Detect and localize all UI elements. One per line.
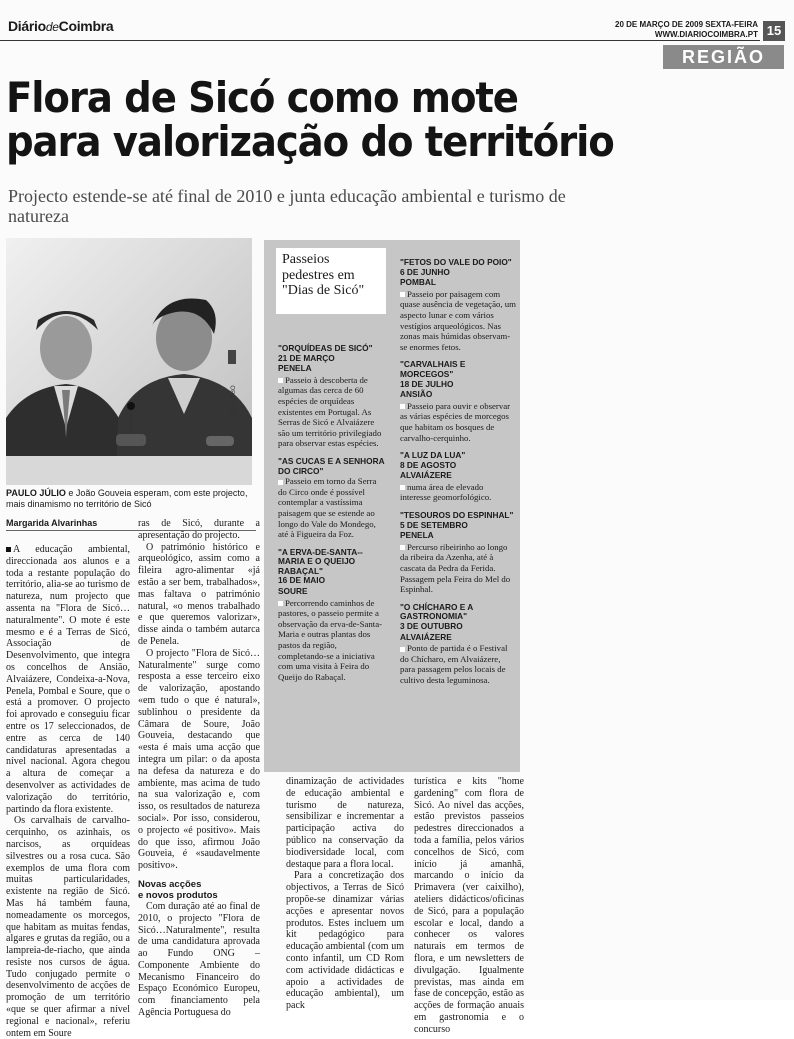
walk-place: POMBAL <box>400 277 436 288</box>
bullet-square-icon <box>400 404 405 409</box>
sidebar-title: Passeios pedestres em "Dias de Sicó" <box>276 248 386 314</box>
header-rule <box>0 40 760 41</box>
walk-title: "A ERVA-DE-SANTA--MARIA E O QUEIJO RABAÇAL" <box>278 546 363 576</box>
paragraph-marker-icon <box>6 547 11 552</box>
walk-description: Percurso ribeirinho ao longo da ribeira da Azenha, até à cascata da Pedra da Ferida. Passagem pela Feira do Mel do Espinhal. <box>400 541 511 595</box>
walk-date: 3 DE OUTUBRO <box>400 621 463 631</box>
walk-description: Passeio à descoberta de algumas das cerca de 60 espécies de orquídeas existentes em Portugal. As Serras de Sicó e Alvaiázere são um território privilegiado para observar estas espécies. <box>278 374 382 449</box>
walk-place: PENELA <box>278 363 312 374</box>
walk-place: PENELA <box>400 530 434 541</box>
section-label: REGIÃO <box>663 45 784 69</box>
walk-event <box>400 258 516 352</box>
walk-description: Passeio em torno da Serra do Circo onde é possível contemplar a vastíssima paisagem que se estende ao longo do Vale do Mondego, até à Figueira da Foz. <box>278 476 377 540</box>
masthead: DiáriodeCoimbra <box>8 18 114 34</box>
walk-date: 6 DE JUNHO <box>400 266 450 277</box>
bullet-square-icon <box>400 292 405 297</box>
article-column-4 <box>414 776 524 1036</box>
bullet-square-icon <box>400 485 405 490</box>
walk-date: 5 DE SETEMBRO <box>400 519 468 530</box>
walk-title: "AS CUCAS E A SENHORA DO CIRCO" <box>278 455 385 476</box>
article-column-3 <box>286 776 404 1012</box>
subheadline: Projecto estende-se até final de 2010 e junta educação ambiental e turismo de natureza <box>8 186 566 226</box>
walk-date: 21 DE MARÇO <box>278 352 335 363</box>
photo-illustration <box>6 238 252 485</box>
paragraph: Para a concretização dos objectivos, a Terras de Sicó propõe-se dinamizar várias acções e apresentar novos produtos. Estes incluem um kit pedagógico para educação ambiental (com um conto infantil, um CD Rom com actividade didácticas e apoio a actividades de educação ambiental), um pack <box>286 870 404 1012</box>
byline: Margarida Alvarinhas <box>6 518 98 528</box>
paragraph: O projecto "Flora de Sicó…Naturalmente" surge como resposta a esse terceiro eixo de valorização, apostando «em tudo o que é natural», sublinhou o presidente da Câmara de Soure, João Gouveia, destacando que «esta é mais uma acção que integra um pilar: o da aposta na defesa da natureza e do ambiente, mas acima de tudo na sua valorização e, com isso, os resultados de natureza social». Por isso, considerou, o projecto «é positivo». Mais do que isso, afirmou João Gouveia, é «saudavelmente positivo». <box>138 647 260 872</box>
bullet-square-icon <box>400 647 405 652</box>
intertitle: Novas acções e novos produtos <box>138 878 218 901</box>
walk-description: Percorrendo caminhos de pastores, o passeio permite a observação da erva-de-Santa-Maria e outras plantas dos pastos da região, completando-se a iniciativa com uma visita à Feira do Queijo do Rabaçal. <box>278 597 383 682</box>
paragraph: ras de Sicó, durante a apresentação do projecto. <box>138 518 260 541</box>
photo-credit: JOÃO LOBO <box>231 385 237 420</box>
walk-event <box>400 451 516 503</box>
page-number: 15 <box>763 21 785 41</box>
dateline <box>560 20 758 40</box>
walk-date: 18 DE JULHO <box>400 378 454 389</box>
article-column-1 <box>6 544 130 1039</box>
walk-description: numa área de elevado interesse geomorfológico. <box>400 481 492 503</box>
walk-description: Ponto de partida é o Festival do Chícharo, em Alvaiázere, para passagem pelos locais de cultivo desta leguminosa. <box>400 643 508 685</box>
sidebar-column-1 <box>278 344 386 690</box>
paragraph: Os carvalhais de carvalho-cerquinho, os azinhais, os narcisos, as orquídeas silvestres ou a rosa cuca. São exemplos de uma flora com muitas particularidades, existente na região de Sicó. Mas há também fauna, nomeadamente os morcegos, que habitam as muitas fendas, algares e grutas da região, ou a lampreia-de-riacho, que ainda resiste nos cursos de água. Tudo conjugado permite o desenvolvimento de acções de promoção de um território «que se quer afirmar a nível regional e nacional», referiu ontem em Soure <box>6 815 130 1039</box>
walk-title: "FETOS DO VALE DO POIO" <box>400 257 512 267</box>
walk-event <box>278 457 386 540</box>
website: WWW.DIARIOCOIMBRA.PT <box>654 30 758 39</box>
walk-title: "CARVALHAIS E MORCEGOS" <box>400 359 466 379</box>
walk-event <box>400 603 516 686</box>
article-photo <box>6 238 252 485</box>
bullet-square-icon <box>278 601 283 606</box>
walk-title: "TESOUROS DO ESPINHAL" <box>400 510 514 521</box>
walk-place: SOURE <box>278 586 308 597</box>
walk-date: 16 DE MAIO <box>278 575 326 586</box>
paragraph: dinamização de actividades de educação ambiental e turismo de natureza, sensibilizar e incrementar a participação activa do público na conservação da biodiversidade local, com destaque para a flora local. <box>286 776 404 870</box>
paragraph: turística e kits "home gardening" com flora de Sicó. Ao nível das acções, estão previstos passeios pedestres direccionados a toda a família, pelos vários concelhos de Sicó, com início já amanhã, marcando o início da Primavera (ver caixilho), ateliers didácticos/oficinas de Sicó, para a população escolar e local, dando a conhecer os valores naturais em termos de flora, e um newsletters de divulgação. Igualmente previstas, mas ainda em fase de concepção, estão as acções de formação anuais em gastronomia e o concurso <box>414 776 524 1035</box>
walk-description: Passeio por paisagem com quase ausência de vegetação, um aspecto lunar e com vários vestígios arqueológicos. Nas zonas mais húmidas observam-se enormes fetos. <box>400 288 517 352</box>
paragraph: Com duração até ao final de 2010, o projecto "Flora de Sicó…Naturalmente", resulta de uma candidatura aprovada ao Fundo ONG – Componente Ambiente do Mecanismo Financeiro do Espaço Económico Europeu, com financiamento pela Agência Portuguesa do <box>138 900 260 1019</box>
sidebar-column-2 <box>400 258 516 694</box>
walk-date: 8 DE AGOSTO <box>400 459 457 470</box>
article-column-2 <box>138 518 260 1019</box>
walk-event <box>278 344 386 449</box>
bullet-square-icon <box>400 545 405 550</box>
walk-event <box>278 548 386 683</box>
walk-title: "A LUZ DA LUA" <box>400 450 466 461</box>
walk-event <box>400 360 516 443</box>
paragraph: O património histórico e arqueológico, assim como a fileira agro-alimentar «já estão a ser bem, trabalhados», mas faltava o património natural, «o menos trabalhado e que queremos valorizar», disse ainda o também autarca de Penela. <box>138 541 260 647</box>
walk-place: ALVAIÁZERE <box>400 631 452 642</box>
bullet-square-icon <box>278 378 283 383</box>
issue-date: 20 DE MARÇO DE 2009 SEXTA-FEIRA <box>615 20 758 29</box>
paragraph: A educação ambiental, direccionada aos alunos e a toda a restante população do território, alia-se ao turismo de natureza, num projecto que assenta na "Flora de Sicó…naturalmente". O mote é este mesmo e é a Terras de Sicó, Associação de Desenvolvimento, que integra os concelhos de Ansião, Alvaiázere, Condeixa-a-Nova, Penela, Pombal e Soure, que o está a promover. O projecto foi aprovado e conseguiu ficar entre os 17 seleccionados, de entre as cerca de 140 candidaturas apresentadas a nível nacional. Agora chegou a altura de começar a desenvolver as actividades de valorização do território, partindo da flora existente. <box>6 544 130 815</box>
walk-title: "ORQUÍDEAS DE SICÓ" <box>278 343 373 353</box>
headline: Flora de Sicó como mote para valorização do território <box>6 73 614 166</box>
walk-title: "O CHÍCHARO E A GASTRONOMIA" <box>400 601 473 622</box>
walk-place: ANSIÃO <box>400 389 433 400</box>
walk-place: ALVAIÁZERE <box>400 470 452 481</box>
photo-caption: PAULO JÚLIO e João Gouveia esperam, com este projecto, mais dinamismo no território de Sicó <box>6 488 248 509</box>
bullet-square-icon <box>278 480 283 485</box>
walk-event <box>400 511 516 595</box>
walk-description: Passeio para ouvir e observar as várias espécies de morcegos que habitam os bosques de carvalho-cerquinho. <box>400 400 511 443</box>
